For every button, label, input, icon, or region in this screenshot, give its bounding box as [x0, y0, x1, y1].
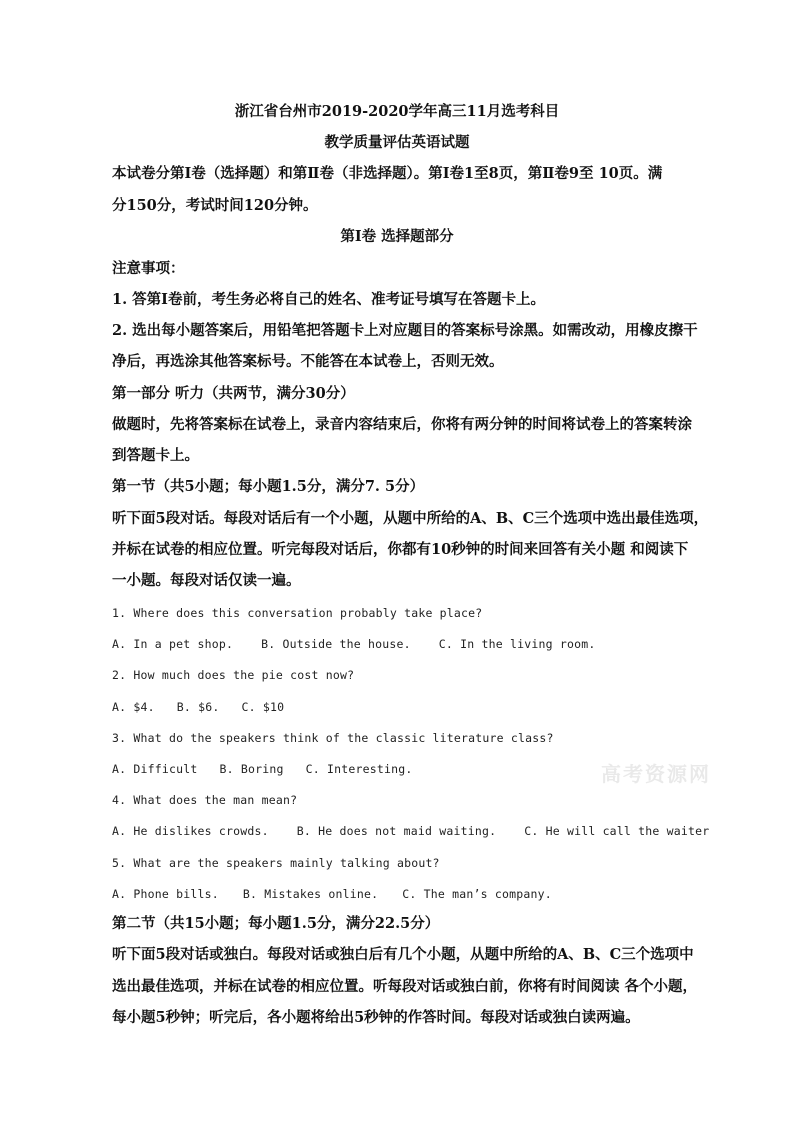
note-2-line1: 2. 选出每小题答案后，用铅笔把答题卡上对应题目的答案标号涂黑。如需改动，用橡皮擦干	[112, 322, 698, 339]
section-title: 第Ⅰ卷 选择题部分	[340, 228, 454, 245]
q4-option-b: B. He does not maid waiting.	[296, 824, 497, 838]
question-2: 2. How much does the pie cost now?	[112, 668, 355, 682]
question-5-options	[112, 884, 687, 904]
section2-instruction-line3: 每小题5秒钟；听完后，各小题将给出5秒钟的作答时间。每段对话或独白读两遍。	[112, 1009, 640, 1026]
section1-heading: 第一节（共5小题；每小题1.5分，满分7. 5分）	[112, 478, 425, 495]
q1-option-b: B. Outside the house.	[261, 637, 411, 651]
q2-option-b: B. $6.	[176, 700, 220, 714]
question-4: 4. What does the man mean?	[112, 793, 298, 807]
section1-instruction-line3: 一小题。每段对话仅读一遍。	[112, 572, 301, 589]
question-1: 1. Where does this conversation probably take place?	[112, 606, 483, 620]
q2-option-a: A. $4.	[112, 700, 155, 714]
section1-instruction-line1: 听下面5段对话。每段对话后有一个小题，从题中所给的A、B、C三个选项中选出最佳选项，	[112, 510, 709, 527]
q2-option-c: C. $10	[241, 700, 285, 714]
q4-option-a: A. He dislikes crowds.	[112, 824, 269, 838]
part1-heading: 第一部分 听力（共两节，满分30分）	[112, 385, 355, 402]
watermark: 高考资源网	[601, 762, 711, 786]
q1-option-c: C. In the living room.	[438, 637, 596, 651]
question-4-options	[112, 821, 710, 841]
q4-option-c: C. He will call the waiter	[524, 824, 710, 838]
q3-option-c: C. Interesting.	[305, 762, 413, 776]
section2-heading: 第二节（共15小题；每小题1.5分，满分22.5分）	[112, 915, 440, 932]
part1-instruction-line2: 到答题卡上。	[112, 447, 199, 464]
q3-option-b: B. Boring	[219, 762, 284, 776]
q5-option-a: A. Phone bills.	[112, 887, 219, 901]
note-2-line2: 净后，再选涂其他答案标号。不能答在本试卷上，否则无效。	[112, 353, 504, 370]
section2-instruction-line2: 选出最佳选项，并标在试卷的相应位置。听每段对话或独白前，你将有时间阅读 各个小题，	[112, 978, 698, 995]
question-5: 5. What are the speakers mainly talking about?	[112, 856, 440, 870]
intro-text-line1: 本试卷分第Ⅰ卷（选择题）和第Ⅱ卷（非选择题）。第Ⅰ卷1至8页，第Ⅱ卷9至 10页。满	[112, 165, 663, 182]
part1-instruction-line1: 做题时，先将答案标在试卷上，录音内容结束后，你将有两分钟的时间将试卷上的答案转涂	[112, 416, 692, 433]
exam-subtitle: 教学质量评估英语试题	[324, 134, 470, 151]
section1-instruction-line2: 并标在试卷的相应位置。听完每段对话后，你都有10秒钟的时间来回答有关小题 和阅读下	[112, 541, 689, 558]
exam-title: 浙江省台州市2019-2020学年高三11月选考科目	[234, 103, 560, 120]
q5-option-b: B. Mistakes online.	[242, 887, 379, 901]
note-1: 1. 答第Ⅰ卷前，考生务必将自己的姓名、准考证号填写在答题卡上。	[112, 291, 545, 308]
section2-instruction-line1: 听下面5段对话或独白。每段对话或独白后有几个小题，从题中所给的A、B、C三个选项中	[112, 946, 694, 963]
q5-option-c: C. The man’s company.	[402, 887, 552, 901]
intro-text-line2: 分150分，考试时间120分钟。	[112, 197, 318, 214]
question-1-options	[112, 634, 687, 654]
question-2-options	[112, 697, 687, 717]
q1-option-a: A. In a pet shop.	[112, 637, 234, 651]
question-3: 3. What do the speakers think of the classic literature class?	[112, 731, 554, 745]
notes-heading: 注意事项：	[112, 260, 185, 277]
q3-option-a: A. Difficult	[112, 762, 198, 776]
